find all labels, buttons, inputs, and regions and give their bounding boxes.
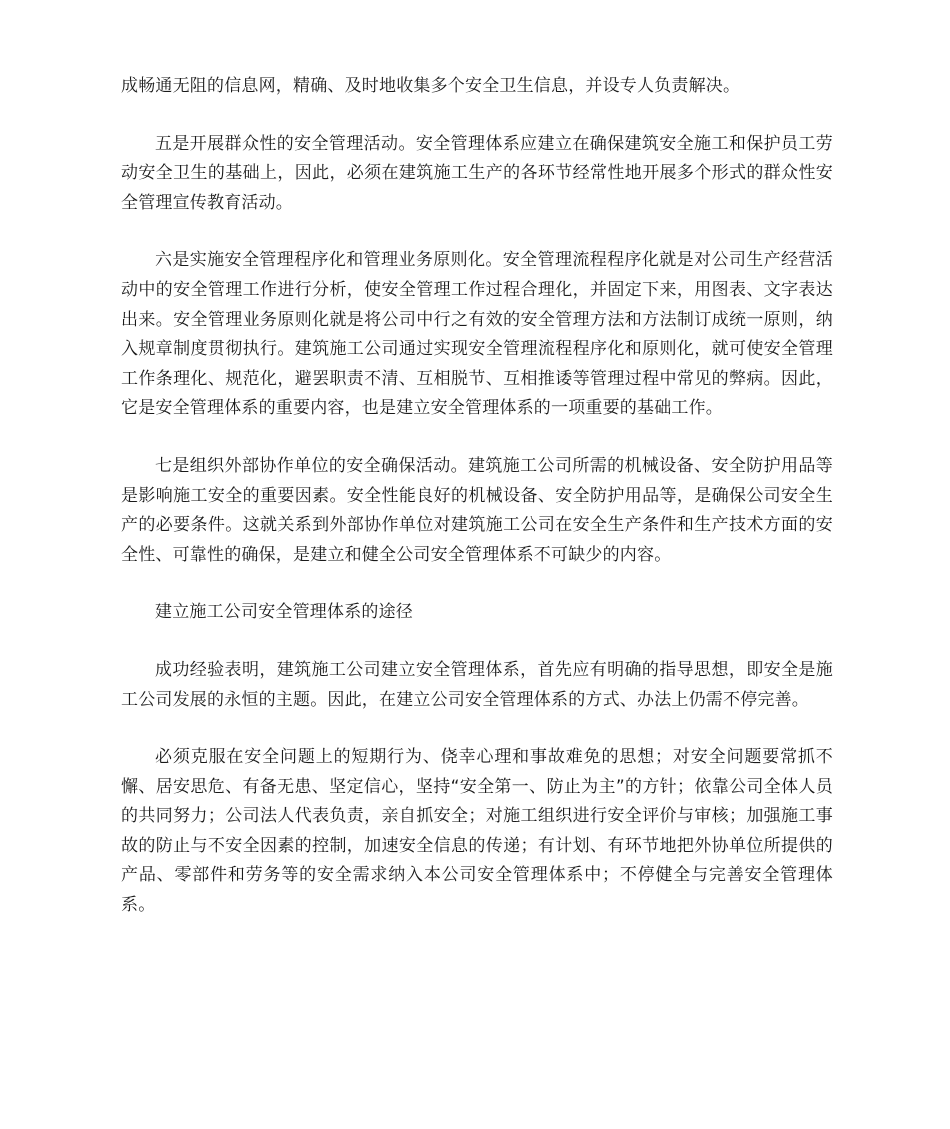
paragraph-requirements: 必须克服在安全问题上的短期行为、侥幸心理和事故难免的思想；对安全问题要常抓不懈、居安思危、有备无患、坚定信心，坚持“安全第一、防止为主”的方针；依靠公司全体人员的共同努力；公司法人代表负责，亲自抓安全；对施工组织进行安全评价与审核；加强施工事故的防止与不安全因素的控制，加速安全信息的传递；有计划、有环节地把外协单位所提供的产品、零部件和劳务等的安全需求纳入本公司安全管理体系中；不停健全与完善安全管理体系。 [121, 747, 833, 916]
paragraph-experience: 成功经验表明，建筑施工公司建立安全管理体系，首先应有明确的指导思想，即安全是施工公司发展的永恒的主题。因此，在建立公司安全管理体系的方式、办法上仍需不停完善。 [121, 659, 833, 710]
section-heading: 建立施工公司安全管理体系的途径 [155, 602, 413, 623]
document-page [121, 72, 833, 949]
paragraph-point-seven: 七是组织外部协作单位的安全确保活动。建筑施工公司所需的机械设备、安全防护用品等是影响施工安全的重要因素。安全性能良好的机械设备、安全防护用品等，是确保公司安全生产的必要条件。这就关系到外部协作单位对建筑施工公司在安全生产条件和生产技术方面的安全性、可靠性的确保，是建立和健全公司安全管理体系不可缺少的内容。 [121, 455, 833, 565]
paragraph-continuation: 成畅通无阻的信息网，精确、及时地收集多个安全卫生信息，并设专人负责解决。 [121, 76, 741, 96]
paragraph-point-six: 六是实施安全管理程序化和管理业务原则化。安全管理流程程序化就是对公司生产经营活动中的安全管理工作进行分析，使安全管理工作过程合理化，并固定下来，用图表、文字表达出来。安全管理业务原则化就是将公司中行之有效的安全管理方法和方法制订成统一原则，纳入规章制度贯彻执行。建筑施工公司通过实现安全管理流程程序化和原则化，就可使安全管理工作条理化、规范化，避罢职责不清、互相脱节、互相推诿等管理过程中常见的弊病。因此，它是安全管理体系的重要内容，也是建立安全管理体系的一项重要的基础工作。 [121, 250, 833, 419]
paragraph-point-five: 五是开展群众性的安全管理活动。安全管理体系应建立在确保建筑安全施工和保护员工劳动安全卫生的基础上，因此，必须在建筑施工生产的各环节经常性地开展多个形式的群众性安全管理宣传教育活动。 [121, 133, 833, 213]
